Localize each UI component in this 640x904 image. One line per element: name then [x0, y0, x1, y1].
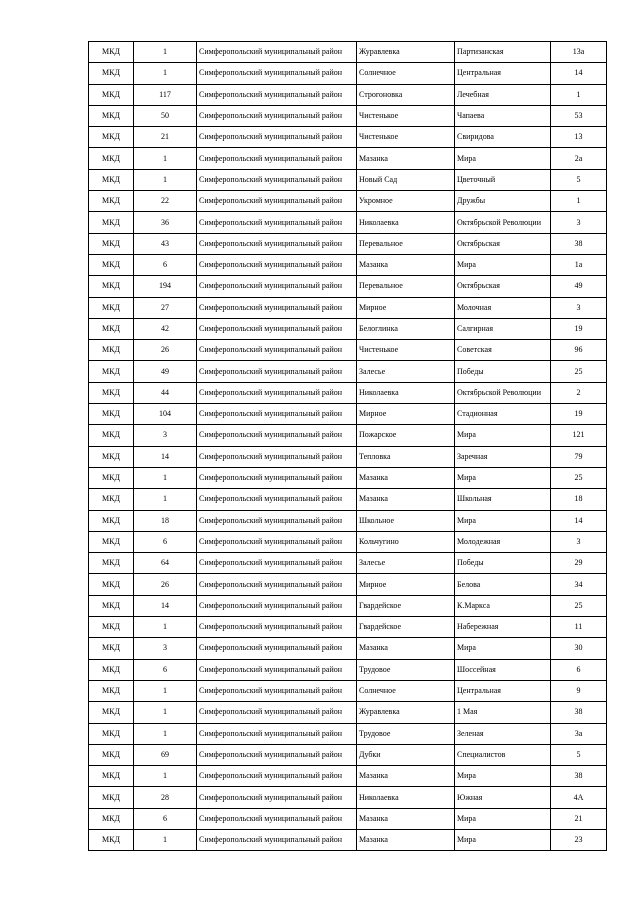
locality-cell: Мирное	[357, 297, 455, 318]
number-cell: 6	[134, 659, 197, 680]
district-cell: Симферопольский муниципальный район	[197, 787, 357, 808]
district-cell: Симферопольский муниципальный район	[197, 680, 357, 701]
house-number-cell: 25	[551, 595, 607, 616]
locality-cell: Школьное	[357, 510, 455, 531]
table-row	[89, 361, 607, 382]
number-cell: 1	[134, 766, 197, 787]
street-cell: Советская	[455, 340, 551, 361]
table-row	[89, 467, 607, 488]
locality-cell: Мазанка	[357, 638, 455, 659]
number-cell: 14	[134, 595, 197, 616]
locality-cell: Перевальное	[357, 276, 455, 297]
building-type-cell: МКД	[89, 254, 134, 275]
locality-cell: Чистенькое	[357, 105, 455, 126]
street-cell: Центральная	[455, 680, 551, 701]
building-type-cell: МКД	[89, 787, 134, 808]
house-number-cell: 121	[551, 425, 607, 446]
building-type-cell: МКД	[89, 276, 134, 297]
house-number-cell: 38	[551, 702, 607, 723]
number-cell: 44	[134, 382, 197, 403]
locality-cell: Гвардейское	[357, 595, 455, 616]
table-row	[89, 63, 607, 84]
number-cell: 1	[134, 63, 197, 84]
street-cell: Мира	[455, 766, 551, 787]
district-cell: Симферопольский муниципальный район	[197, 510, 357, 531]
street-cell: Победы	[455, 553, 551, 574]
house-number-cell: 25	[551, 467, 607, 488]
building-type-cell: МКД	[89, 212, 134, 233]
number-cell: 21	[134, 127, 197, 148]
street-cell: Октябрьской Революции	[455, 382, 551, 403]
building-type-cell: МКД	[89, 233, 134, 254]
number-cell: 194	[134, 276, 197, 297]
district-cell: Симферопольский муниципальный район	[197, 574, 357, 595]
district-cell: Симферопольский муниципальный район	[197, 212, 357, 233]
locality-cell: Гвардейское	[357, 617, 455, 638]
district-cell: Симферопольский муниципальный район	[197, 638, 357, 659]
table-row	[89, 425, 607, 446]
table-row	[89, 127, 607, 148]
district-cell: Симферопольский муниципальный район	[197, 595, 357, 616]
table-row	[89, 105, 607, 126]
building-type-cell: МКД	[89, 617, 134, 638]
building-type-cell: МКД	[89, 404, 134, 425]
district-cell: Симферопольский муниципальный район	[197, 191, 357, 212]
number-cell: 1	[134, 702, 197, 723]
table-row	[89, 233, 607, 254]
street-cell: Октябрьская	[455, 276, 551, 297]
locality-cell: Мазанка	[357, 489, 455, 510]
street-cell: Стадионная	[455, 404, 551, 425]
street-cell: Мира	[455, 510, 551, 531]
house-number-cell: 1а	[551, 254, 607, 275]
district-cell: Симферопольский муниципальный район	[197, 127, 357, 148]
locality-cell: Пожарское	[357, 425, 455, 446]
street-cell: Мира	[455, 467, 551, 488]
district-cell: Симферопольский муниципальный район	[197, 42, 357, 63]
district-cell: Симферопольский муниципальный район	[197, 766, 357, 787]
table-row	[89, 212, 607, 233]
house-number-cell: 34	[551, 574, 607, 595]
house-number-cell: 14	[551, 63, 607, 84]
building-type-cell: МКД	[89, 42, 134, 63]
house-number-cell: 13	[551, 127, 607, 148]
building-type-cell: МКД	[89, 467, 134, 488]
building-type-cell: МКД	[89, 191, 134, 212]
number-cell: 69	[134, 744, 197, 765]
number-cell: 3	[134, 638, 197, 659]
number-cell: 1	[134, 617, 197, 638]
table-row	[89, 404, 607, 425]
street-cell: Мира	[455, 808, 551, 829]
table-row	[89, 787, 607, 808]
locality-cell: Солнечное	[357, 63, 455, 84]
table-row	[89, 191, 607, 212]
table-row	[89, 723, 607, 744]
district-cell: Симферопольский муниципальный район	[197, 425, 357, 446]
table-row	[89, 340, 607, 361]
street-cell: Дружбы	[455, 191, 551, 212]
street-cell: Молочная	[455, 297, 551, 318]
district-cell: Симферопольский муниципальный район	[197, 84, 357, 105]
number-cell: 6	[134, 254, 197, 275]
locality-cell: Залесье	[357, 361, 455, 382]
district-cell: Симферопольский муниципальный район	[197, 318, 357, 339]
street-cell: Чапаева	[455, 105, 551, 126]
building-type-cell: МКД	[89, 638, 134, 659]
locality-cell: Мазанка	[357, 829, 455, 850]
table-row	[89, 617, 607, 638]
table-row	[89, 531, 607, 552]
locality-cell: Журавлевка	[357, 702, 455, 723]
building-type-cell: МКД	[89, 723, 134, 744]
locality-cell: Перевальное	[357, 233, 455, 254]
house-number-cell: 29	[551, 553, 607, 574]
street-cell: Набережная	[455, 617, 551, 638]
house-number-cell: 1	[551, 191, 607, 212]
district-cell: Симферопольский муниципальный район	[197, 702, 357, 723]
street-cell: Мира	[455, 638, 551, 659]
district-cell: Симферопольский муниципальный район	[197, 467, 357, 488]
table-body	[89, 42, 607, 851]
table-row	[89, 680, 607, 701]
table-row	[89, 553, 607, 574]
locality-cell: Залесье	[357, 553, 455, 574]
district-cell: Симферопольский муниципальный район	[197, 531, 357, 552]
building-type-cell: МКД	[89, 489, 134, 510]
district-cell: Симферопольский муниципальный район	[197, 148, 357, 169]
number-cell: 1	[134, 829, 197, 850]
district-cell: Симферопольский муниципальный район	[197, 63, 357, 84]
district-cell: Симферопольский муниципальный район	[197, 361, 357, 382]
table-row	[89, 702, 607, 723]
building-type-cell: МКД	[89, 105, 134, 126]
building-type-cell: МКД	[89, 808, 134, 829]
number-cell: 3	[134, 425, 197, 446]
district-cell: Симферопольский муниципальный район	[197, 553, 357, 574]
number-cell: 64	[134, 553, 197, 574]
table-row	[89, 766, 607, 787]
street-cell: Школьная	[455, 489, 551, 510]
table-row	[89, 382, 607, 403]
number-cell: 1	[134, 467, 197, 488]
house-number-cell: 9	[551, 680, 607, 701]
building-type-cell: МКД	[89, 148, 134, 169]
street-cell: 1 Мая	[455, 702, 551, 723]
building-type-cell: МКД	[89, 169, 134, 190]
number-cell: 1	[134, 680, 197, 701]
building-type-cell: МКД	[89, 361, 134, 382]
table-row	[89, 638, 607, 659]
number-cell: 26	[134, 340, 197, 361]
street-cell: Салгирная	[455, 318, 551, 339]
district-cell: Симферопольский муниципальный район	[197, 254, 357, 275]
house-number-cell: 13а	[551, 42, 607, 63]
house-number-cell: 53	[551, 105, 607, 126]
number-cell: 1	[134, 169, 197, 190]
number-cell: 22	[134, 191, 197, 212]
table-row	[89, 574, 607, 595]
house-number-cell: 5	[551, 169, 607, 190]
street-cell: Зеленая	[455, 723, 551, 744]
locality-cell: Журавлевка	[357, 42, 455, 63]
house-number-cell: 11	[551, 617, 607, 638]
number-cell: 117	[134, 84, 197, 105]
district-cell: Симферопольский муниципальный район	[197, 276, 357, 297]
building-type-cell: МКД	[89, 446, 134, 467]
district-cell: Симферопольский муниципальный район	[197, 340, 357, 361]
number-cell: 26	[134, 574, 197, 595]
table-row	[89, 510, 607, 531]
locality-cell: Николаевка	[357, 787, 455, 808]
building-type-cell: МКД	[89, 340, 134, 361]
district-cell: Симферопольский муниципальный район	[197, 404, 357, 425]
building-type-cell: МКД	[89, 702, 134, 723]
number-cell: 42	[134, 318, 197, 339]
street-cell: Молодежная	[455, 531, 551, 552]
street-cell: Заречная	[455, 446, 551, 467]
building-type-cell: МКД	[89, 425, 134, 446]
locality-cell: Николаевка	[357, 382, 455, 403]
building-type-cell: МКД	[89, 84, 134, 105]
table-row	[89, 42, 607, 63]
house-number-cell: 3	[551, 212, 607, 233]
locality-cell: Кольчугино	[357, 531, 455, 552]
locality-cell: Укромное	[357, 191, 455, 212]
building-type-cell: МКД	[89, 553, 134, 574]
house-number-cell: 3а	[551, 723, 607, 744]
table-row	[89, 446, 607, 467]
locality-cell: Новый Сад	[357, 169, 455, 190]
house-number-cell: 18	[551, 489, 607, 510]
building-type-cell: МКД	[89, 531, 134, 552]
house-number-cell: 38	[551, 233, 607, 254]
table-row	[89, 169, 607, 190]
locality-cell: Тепловка	[357, 446, 455, 467]
street-cell: Южная	[455, 787, 551, 808]
number-cell: 14	[134, 446, 197, 467]
number-cell: 49	[134, 361, 197, 382]
locality-cell: Строгоновка	[357, 84, 455, 105]
locality-cell: Чистенькое	[357, 340, 455, 361]
locality-cell: Дубки	[357, 744, 455, 765]
district-cell: Симферопольский муниципальный район	[197, 382, 357, 403]
number-cell: 28	[134, 787, 197, 808]
street-cell: Свиридова	[455, 127, 551, 148]
house-number-cell: 14	[551, 510, 607, 531]
locality-cell: Солнечное	[357, 680, 455, 701]
house-number-cell: 30	[551, 638, 607, 659]
number-cell: 1	[134, 723, 197, 744]
house-number-cell: 38	[551, 766, 607, 787]
table-row	[89, 254, 607, 275]
locality-cell: Трудовое	[357, 723, 455, 744]
house-number-cell: 19	[551, 404, 607, 425]
building-type-cell: МКД	[89, 595, 134, 616]
table-row	[89, 297, 607, 318]
number-cell: 50	[134, 105, 197, 126]
district-cell: Симферопольский муниципальный район	[197, 617, 357, 638]
district-cell: Симферопольский муниципальный район	[197, 744, 357, 765]
table-row	[89, 829, 607, 850]
building-type-cell: МКД	[89, 659, 134, 680]
building-type-cell: МКД	[89, 127, 134, 148]
locality-cell: Мазанка	[357, 467, 455, 488]
locality-cell: Николаевка	[357, 212, 455, 233]
house-number-cell: 49	[551, 276, 607, 297]
number-cell: 18	[134, 510, 197, 531]
locality-cell: Белоглинка	[357, 318, 455, 339]
building-type-cell: МКД	[89, 382, 134, 403]
table-row	[89, 595, 607, 616]
district-cell: Симферопольский муниципальный район	[197, 659, 357, 680]
street-cell: Центральная	[455, 63, 551, 84]
locality-cell: Мазанка	[357, 148, 455, 169]
house-number-cell: 79	[551, 446, 607, 467]
locality-cell: Мазанка	[357, 808, 455, 829]
district-cell: Симферопольский муниципальный район	[197, 297, 357, 318]
house-number-cell: 1	[551, 84, 607, 105]
house-number-cell: 19	[551, 318, 607, 339]
house-number-cell: 2	[551, 382, 607, 403]
district-cell: Симферопольский муниципальный район	[197, 446, 357, 467]
street-cell: Октябрьская	[455, 233, 551, 254]
street-cell: Победы	[455, 361, 551, 382]
building-type-cell: МКД	[89, 829, 134, 850]
table-row	[89, 659, 607, 680]
street-cell: Октябрьской Революции	[455, 212, 551, 233]
street-cell: Мира	[455, 148, 551, 169]
table-row	[89, 276, 607, 297]
building-type-cell: МКД	[89, 63, 134, 84]
housing-registry-table	[88, 41, 607, 851]
street-cell: Лечебная	[455, 84, 551, 105]
street-cell: К.Маркса	[455, 595, 551, 616]
locality-cell: Чистенькое	[357, 127, 455, 148]
street-cell: Мира	[455, 425, 551, 446]
street-cell: Мира	[455, 829, 551, 850]
house-number-cell: 3	[551, 531, 607, 552]
street-cell: Партизанская	[455, 42, 551, 63]
table-row	[89, 84, 607, 105]
street-cell: Шоссейная	[455, 659, 551, 680]
house-number-cell: 23	[551, 829, 607, 850]
district-cell: Симферопольский муниципальный район	[197, 808, 357, 829]
locality-cell: Мирное	[357, 574, 455, 595]
building-type-cell: МКД	[89, 766, 134, 787]
number-cell: 104	[134, 404, 197, 425]
street-cell: Цветочный	[455, 169, 551, 190]
number-cell: 1	[134, 42, 197, 63]
house-number-cell: 21	[551, 808, 607, 829]
locality-cell: Мазанка	[357, 766, 455, 787]
district-cell: Симферопольский муниципальный район	[197, 233, 357, 254]
house-number-cell: 4А	[551, 787, 607, 808]
district-cell: Симферопольский муниципальный район	[197, 489, 357, 510]
house-number-cell: 2а	[551, 148, 607, 169]
house-number-cell: 25	[551, 361, 607, 382]
house-number-cell: 96	[551, 340, 607, 361]
number-cell: 1	[134, 148, 197, 169]
table-row	[89, 318, 607, 339]
number-cell: 1	[134, 489, 197, 510]
number-cell: 6	[134, 808, 197, 829]
building-type-cell: МКД	[89, 510, 134, 531]
district-cell: Симферопольский муниципальный район	[197, 169, 357, 190]
district-cell: Симферопольский муниципальный район	[197, 723, 357, 744]
house-number-cell: 5	[551, 744, 607, 765]
house-number-cell: 3	[551, 297, 607, 318]
table-row	[89, 808, 607, 829]
district-cell: Симферопольский муниципальный район	[197, 105, 357, 126]
table-row	[89, 744, 607, 765]
locality-cell: Мазанка	[357, 254, 455, 275]
building-type-cell: МКД	[89, 744, 134, 765]
number-cell: 43	[134, 233, 197, 254]
number-cell: 6	[134, 531, 197, 552]
table-row	[89, 148, 607, 169]
locality-cell: Трудовое	[357, 659, 455, 680]
street-cell: Белова	[455, 574, 551, 595]
number-cell: 27	[134, 297, 197, 318]
number-cell: 36	[134, 212, 197, 233]
district-cell: Симферопольский муниципальный район	[197, 829, 357, 850]
building-type-cell: МКД	[89, 318, 134, 339]
house-number-cell: 6	[551, 659, 607, 680]
table-row	[89, 489, 607, 510]
building-type-cell: МКД	[89, 574, 134, 595]
street-cell: Мира	[455, 254, 551, 275]
locality-cell: Мирное	[357, 404, 455, 425]
street-cell: Специалистов	[455, 744, 551, 765]
building-type-cell: МКД	[89, 297, 134, 318]
building-type-cell: МКД	[89, 680, 134, 701]
